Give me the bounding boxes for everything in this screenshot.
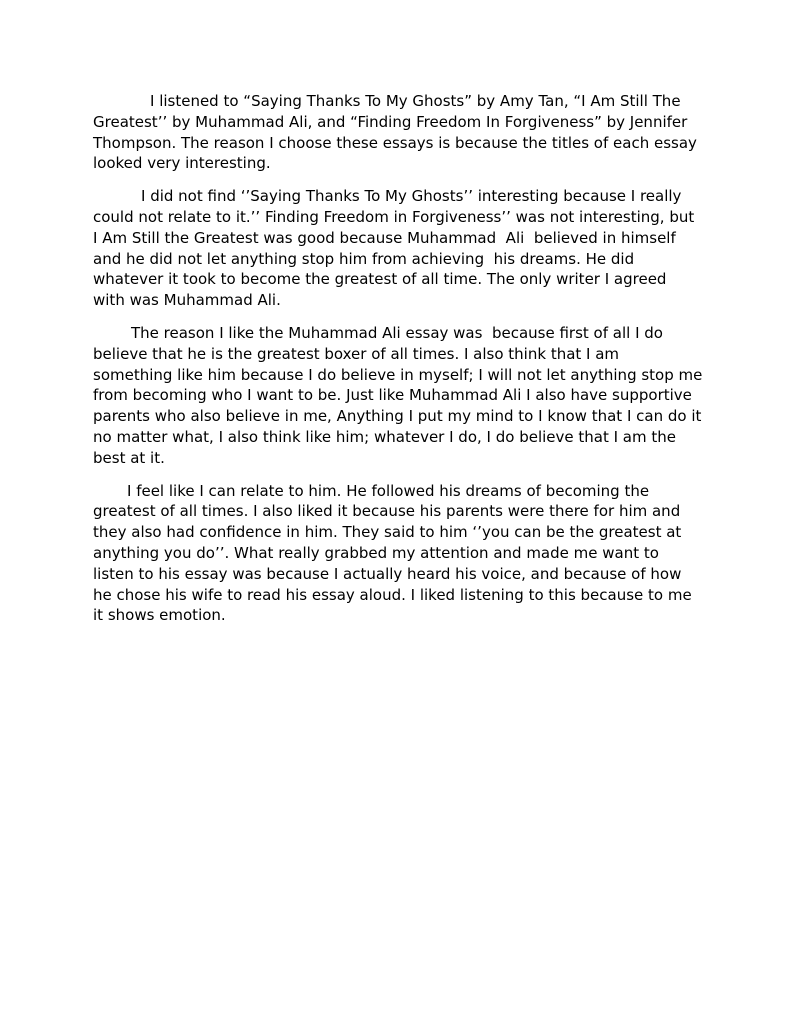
paragraph-4: I feel like I can relate to him. He followed his dreams of becoming the greatest of all times. I also liked it because his parents were there for him and they also had confidence in him. They said to him ‘’you can be the greatest at anything you do’’. What really grabbed my attention and made me want to listen to his essay was because I actually heard his voice, and because of how he chose his wife to read his essay aloud. I liked listening to this because to me it shows emotion. (93, 481, 697, 625)
paragraph-1: I listened to “Saying Thanks To My Ghosts” by Amy Tan, “I Am Still The Greatest’’ by Muhammad Ali, and “Finding Freedom In Forgiveness” by Jennifer Thompson. The reason I choose these essays is because the titles of each essay looked very interesting. (93, 92, 702, 173)
paragraph-2: I did not find ‘’Saying Thanks To My Ghosts’’ interesting because I really could not relate to it.’’ Finding Freedom in Forgiveness’’ was not interesting, but I Am Still the Greatest was good because Muhammad Ali believed in himself and he did not let anything stop him from achieving his dreams. He did whatever it took to become the greatest of all time. The only writer I agreed with was Muhammad Ali. (93, 187, 704, 310)
document-body (93, 91, 708, 638)
paragraph-3: The reason I like the Muhammad Ali essay was because first of all I do believe that he is the greatest boxer of all times. I also think that I am something like him because I do believe in myself; I will not let anything stop me from becoming who I want to be. Just like Muhammad Ali I also have supportive parents who also believe in me, Anything I put my mind to I know that I can do it no matter what, I also think like him; whatever I do, I do believe that I am the best at it. (93, 323, 708, 467)
